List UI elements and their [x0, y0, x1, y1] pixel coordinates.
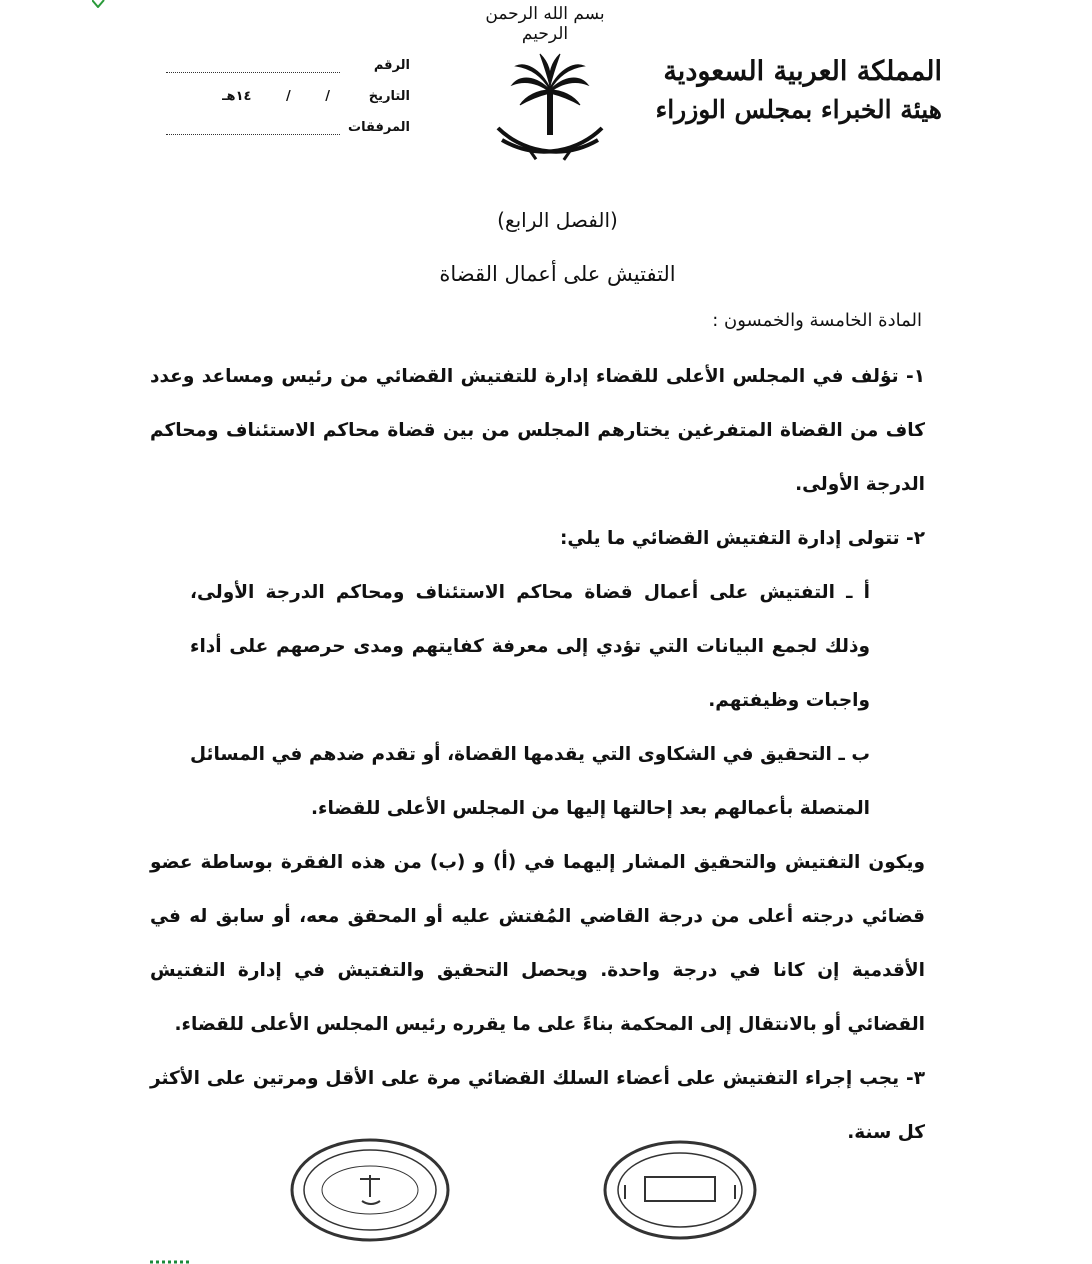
official-seals	[290, 1135, 790, 1245]
basmala: بسم الله الرحمن الرحيم	[485, 4, 605, 44]
document-body	[150, 200, 925, 1160]
reference-block	[160, 50, 410, 143]
date-value: / / ١٤هـ	[222, 89, 330, 104]
bottom-edge-mark	[150, 1256, 350, 1264]
left-seal-stamp	[292, 1140, 448, 1240]
corner-tick-mark	[92, 0, 106, 8]
org-name-line1: المملكة العربية السعودية	[663, 56, 942, 87]
clause-3: ٣- يجب إجراء التفتيش على أعضاء السلك القضائي مرة على الأقل ومرتين على الأكثر كل سنة.	[150, 1068, 925, 1143]
attachments-row	[160, 112, 410, 143]
reference-row	[160, 50, 410, 81]
palm-swords-emblem-icon	[490, 50, 610, 180]
article-heading: المادة الخامسة والخمسون :	[712, 310, 922, 331]
attachments-line	[166, 120, 340, 135]
clause-2a: أ ـ التفتيش على أعمال قضاة محاكم الاستئناف ومحاكم الدرجة الأولى، وذلك لجمع البيانات التي تؤدي إلى معرفة كفايتهم ومدى حرصهم على أداء واجبات وظيفتهم.	[190, 582, 870, 711]
reference-label: الرقم	[373, 58, 410, 73]
chapter-title: (الفصل الرابع)	[497, 208, 618, 232]
reference-line	[166, 58, 340, 73]
chapter-subtitle: التفتيش على أعمال القضاة	[439, 262, 676, 286]
date-row	[160, 81, 410, 112]
organization-header	[655, 52, 942, 128]
clause-1: ١- تؤلف في المجلس الأعلى للقضاء إدارة للتفتيش القضائي من رئيس ومساعد وعدد كاف من القضاة المتفرغين يختارهم المجلس من بين قضاة محاكم الاستئناف ومحاكم الدرجة الأولى.	[150, 366, 925, 495]
right-seal-stamp	[605, 1142, 755, 1238]
clause-2-paragraph: ويكون التفتيش والتحقيق المشار إليهما في (أ) و (ب) من هذه الفقرة بوساطة عضو قضائي درجته أعلى من درجة القاضي المُفتش عليه أو المحقق معه، أو سابق له في الأقدمية إن كانا في درجة واحدة. ويحصل التحقيق والتفتيش في إدارة التفتيش القضائي أو بالانتقال إلى المحكمة بناءً على ما يقرره رئيس المجلس الأعلى للقضاء.	[150, 852, 925, 1035]
clause-2b: ب ـ التحقيق في الشكاوى التي يقدمها القضاة، أو تقدم ضدهم في المسائل المتصلة بأعمالهم بعد إحالتها إليها من المجلس الأعلى للقضاء.	[190, 744, 870, 819]
attachments-label: المرفقات	[348, 120, 410, 135]
org-name-line2: هيئة الخبراء بمجلس الوزراء	[655, 95, 942, 124]
date-label: التاريخ	[368, 89, 410, 104]
clause-2: ٢- تتولى إدارة التفتيش القضائي ما يلي:	[560, 528, 925, 549]
